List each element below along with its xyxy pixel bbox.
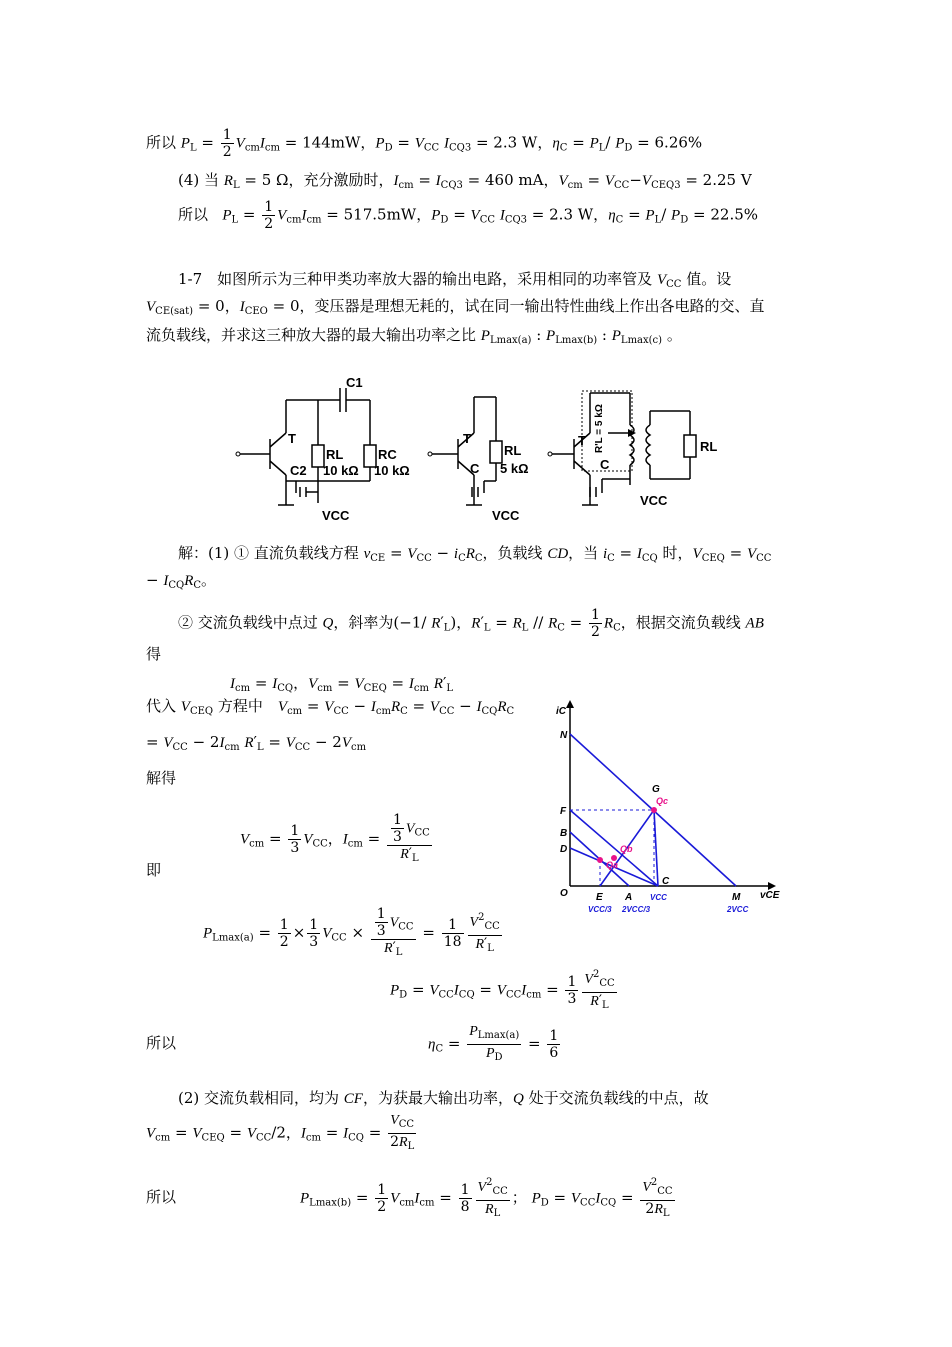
label-c1: C1 <box>346 375 363 390</box>
problem-17-line1: 1-7 如图所示为三种甲类功率放大器的输出电路，采用相同的功率管及 $V_{CC}$ 值。设 <box>178 270 732 290</box>
label-d: D <box>560 844 568 855</box>
tick-2vcc: 2VCC <box>727 905 749 914</box>
axis-ic: iC <box>556 706 566 717</box>
circuit-figure <box>230 375 730 525</box>
label-qa: Qa <box>606 860 619 870</box>
tick-2vcc3: 2VCC/3 <box>622 905 651 914</box>
line-part4: (4) 当 $R_L = 5$ Ω，充分激励时，$I_{cm} = I_{CQ3} = 460$ mA，$V_{cm} = V_{CC}-V_{CEQ3} = 2.25$ V <box>178 171 752 191</box>
label-e: E <box>596 892 603 903</box>
label-t-a: T <box>288 431 296 446</box>
label-rl-a: RL <box>326 447 344 462</box>
label-rc-a: RC <box>378 447 397 462</box>
so-label: 所以 <box>146 133 177 152</box>
label-10k-b: 10 kΩ <box>374 463 410 478</box>
label-a: A <box>625 892 633 903</box>
solution-line1: 解：(1) ① 直流负载线方程 $v_{CE} = V_{CC} - i_CR_C$，负载线 CD，当 $i_C = I_{CQ}$ 时，$V_{CEQ} = V_{CC}$ <box>178 544 772 564</box>
label-c: C <box>662 876 670 887</box>
label-t-b: T <box>463 431 471 446</box>
part2-line1: (2) 交流负载相同，均为 CF，为获最大输出功率，Q 处于交流负载线的中点，故 <box>178 1089 709 1107</box>
label-vcc-a: VCC <box>322 508 350 523</box>
label-c2: C2 <box>290 463 307 478</box>
part2-line2: $V_{cm} = V_{CEQ} = V_{CC}/2$，$I_{cm} = I_{CQ}$ = $\frac{V_{CC}}{2R_L}$ <box>146 1113 415 1152</box>
eq-pd: $P_D = V_{CC}I_{CQ} = V_{CC}I_{cm}$ = $\frac{1}{3}$ $\frac{V^2_{CC}}{R'_L}$ <box>390 969 615 1011</box>
label-g: G <box>652 784 660 795</box>
eq-final: $P_{Lmax(b)}$ = $\frac{1}{2}$ $V_{cm}I_{cm}$ = $\frac{1}{8}$ $\frac{V^2_{CC}}{R_L}$ ； $P_D = V_{CC}I_{CQ}$ = $\frac{V^2_{CC}}{2R_L}$ <box>300 1177 673 1219</box>
so-eta-label: 所以 <box>146 1034 177 1052</box>
label-o: O <box>560 888 568 899</box>
label-n: N <box>560 730 568 741</box>
eq-icm: $I_{cm} = I_{CQ}$，$V_{cm} = V_{CEQ} = I_{cm}$ $R'_L$ <box>230 674 453 694</box>
label-vcc-c: VCC <box>640 493 668 508</box>
label-qc: Qc <box>656 796 669 806</box>
label-f: F <box>560 806 567 817</box>
label-b: B <box>560 828 568 839</box>
line-result-3: 所以 $P_L$ = $\frac{1}{2}$ $V_{cm}I_{cm} = 144mW$，$P_D = V_{CC}$ $I_{CQ3} = 2.3$ W，$\eta_C = P_L/$ $P_D = 6.26\%$ <box>146 127 703 160</box>
eq-vcm: $V_{cm}$ = $\frac{1}{3}$ $V_{CC}$，$I_{cm}$ = $\frac{1}{3}$ $V_{CC}$ $R'_L$ <box>240 812 430 864</box>
label-5k: 5 kΩ <box>500 461 529 476</box>
line-result-4: 所以 $P_L$ = $\frac{1}{2}$ $V_{cm}I_{cm} = 517.5mW$，$P_D = V_{CC}$ $I_{CQ3} = 2.3$ W，$\eta_C = P_L/$ $P_D = 22.5\%$ <box>178 199 759 232</box>
so-final-label: 所以 <box>146 1188 177 1206</box>
ji-label: 即 <box>146 861 162 879</box>
so-label-2: 所以 <box>178 205 209 224</box>
solution-ac-line: ② 交流负载线中点过 Q，斜率为(−1/ $R'_L$)，$R'_L = R_L // R_C$ = $\frac{1}{2}$ $R_C$，根据交流负载线 AB <box>178 607 764 640</box>
de-label: 得 <box>146 645 162 663</box>
label-10k-a: 10 kΩ <box>323 463 359 478</box>
solution-line2: − $I_{CQ}R_C$。 <box>146 571 217 591</box>
tick-vcc3: VCC/3 <box>588 905 612 914</box>
problem-17-line3: 流负载线，并求这三种放大器的最大输出功率之比 $P_{Lmax(a)}$ : $P_{Lmax(b)}$ : $P_{Lmax(c)}$ 。 <box>146 326 682 346</box>
axis-vce: vCE <box>760 890 780 901</box>
label-vcc-b: VCC <box>492 508 520 523</box>
eq-cont: = $V_{CC} - 2I_{cm}$ $R'_L = V_{CC} - 2V_{cm}$ <box>146 733 367 753</box>
eq-eta: $\eta_C$ = $\frac{P_{Lmax(a)}}{P_D}$ = $\frac{1}{6}$ <box>428 1024 559 1063</box>
label-c-b: C <box>470 461 480 476</box>
label-m: M <box>732 892 741 903</box>
label-rl-c: RL <box>700 439 718 454</box>
tick-vcc: VCC <box>650 893 667 902</box>
label-t-c: T <box>578 433 586 448</box>
load-line-graph <box>552 700 782 925</box>
eq-substitute: 代入 $V_{CEQ}$ 方程中 $V_{cm} = V_{CC} - I_{cm}R_C = V_{CC} - I_{CQ}R_C$ <box>146 697 515 717</box>
eq-plmax-a: $P_{Lmax(a)}$ = $\frac{1}{2}$ × $\frac{1}{3}$ $V_{CC}$ × $\frac{1}{3}$ $V_{CC}$ $R'_L$ = $\frac{1}{18}$ $\frac{V^2_{CC}}{R'_L}$ <box>203 906 500 958</box>
label-qb: Qb <box>620 844 633 854</box>
label-rl-b: RL <box>504 443 522 458</box>
label-rl-prime: R'L = 5 kΩ <box>594 404 605 453</box>
label-c-c: C <box>600 457 610 472</box>
jiede-label: 解得 <box>146 769 177 787</box>
problem-17-line2: $V_{CE(sat)} = 0$，$I_{CEO} = 0$，变压器是理想无耗的，试在同一输出特性曲线上作出各电路的交、直 <box>146 297 765 317</box>
